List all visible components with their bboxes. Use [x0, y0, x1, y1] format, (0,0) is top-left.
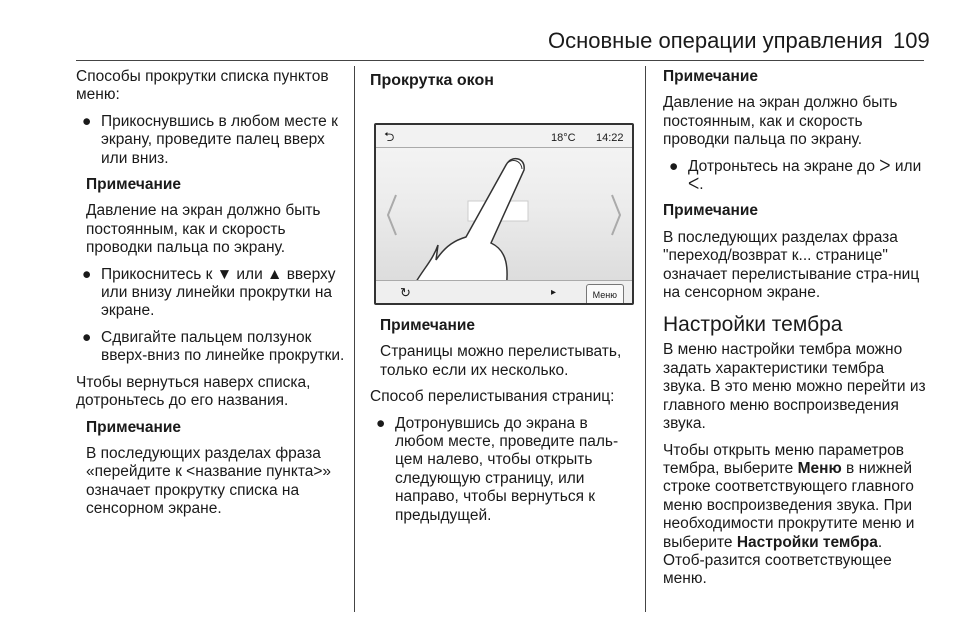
middle-column: [370, 68, 636, 533]
page-number: 109: [893, 28, 930, 53]
note-block: [663, 68, 927, 150]
note-heading: Примечание: [663, 202, 758, 220]
header-rule: [76, 60, 924, 61]
note-heading: Примечание: [86, 176, 181, 194]
menu-button[interactable]: Меню: [586, 284, 624, 305]
tone-settings-term: Настройки тембра: [736, 533, 878, 551]
paragraph: В меню настройки тембра можно задать характеристики тембра звука. В это меню можно перейти из главного меню воспроизведения звука.: [663, 341, 926, 433]
bullet-text: Прикоснувшись в любом месте к экрану, проведите палец вверх или вниз.: [101, 112, 338, 167]
paragraph: Способ перелистывания страниц:: [370, 388, 615, 406]
note-heading: Примечание: [663, 68, 758, 85]
note-text: Страницы можно перелистывать, только если их несколько.: [380, 343, 622, 379]
repeat-icon[interactable]: ↻: [400, 285, 411, 300]
note-text: В последующих разделах фраза "переход/возврат к... странице" означает перелистывание стра-ниц на сенсорном экране.: [663, 228, 920, 302]
chevron-left-icon: [388, 195, 396, 235]
bullet-text: Прикоснитесь к ▼ или ▲ вверху или внизу линейки прокрутки на экране.: [101, 265, 336, 320]
right-column: [663, 68, 927, 597]
note-text: Давление на экран должно быть постоянным, как и скорость проводки пальца по экрану.: [663, 94, 898, 149]
section-heading: Прокрутка окон: [370, 72, 494, 89]
list-item: ● Прикоснувшись в любом месте к экрану, проведите палец вверх или вниз.: [82, 112, 338, 167]
screen-bottom-bar: [376, 280, 632, 303]
note-block: [370, 317, 636, 380]
clock: 14:22: [596, 132, 624, 144]
bullet-text: Сдвигайте пальцем ползунок вверх-вниз по линейке прокрутки.: [101, 328, 345, 365]
paragraph: Чтобы вернуться наверх списка, дотроньтесь до его названия.: [76, 373, 311, 410]
left-column: [76, 68, 346, 527]
paragraph: [663, 442, 927, 589]
bullet-text: Дотронувшись до экрана в любом месте, проведите паль-цем налево, чтобы открыть следующую страницу, или направо, чтобы вернуться к предыдущей.: [395, 414, 619, 524]
column-divider-left: [354, 66, 355, 612]
note-text: Давление на экран должно быть постоянным, как и скорость проводки пальца по экрану.: [86, 202, 321, 257]
temperature: 18°C: [551, 132, 576, 144]
note-heading: Примечание: [380, 317, 475, 334]
list-item: ● Прикоснитесь к ▼ или ▲ вверху или внизу линейки прокрутки на экране.: [82, 265, 336, 320]
note-block: [76, 176, 346, 258]
list-item: ● Сдвигайте пальцем ползунок вверх-вниз по линейке прокрутки.: [82, 328, 345, 365]
page-header: [0, 0, 960, 60]
column-divider-right: [645, 66, 646, 612]
text-run: . Отоб-разится соответствующее меню.: [663, 533, 892, 588]
play-icon[interactable]: ▸: [551, 287, 557, 298]
menu-term: Меню: [797, 459, 842, 477]
section-heading: Настройки тембра: [663, 313, 843, 337]
chevron-right-icon: [612, 195, 620, 235]
page-title: Основные операции управления: [548, 28, 883, 53]
list-item: ● Дотронувшись до экрана в любом месте, проведите паль-цем налево, чтобы открыть следующую страницу, или направо, чтобы вернуться к предыдущей.: [376, 414, 619, 524]
touchscreen: [374, 123, 634, 305]
text-run: в нижней строке соответствующего главного меню воспроизведения звука. При необходимости прокрутите меню и выберите: [663, 459, 915, 551]
back-icon: ⮌: [384, 129, 395, 144]
note-heading: Примечание: [86, 418, 181, 436]
note-text: В последующих разделах фраза «перейдите к <название пункта>» означает прокрутку списка на сенсорном экране.: [86, 444, 332, 518]
screen-illustration: [370, 97, 632, 305]
screen-artwork: [376, 125, 632, 303]
intro-text: Способы прокрутки списка пунктов меню:: [76, 68, 329, 104]
bullet-text: Дотроньтесь на экране до ᐳ или ᐸ.: [688, 157, 922, 194]
list-item: ● Дотроньтесь на экране до ᐳ или ᐸ.: [669, 157, 922, 194]
text-run: Чтобы открыть меню параметров тембра, выберите: [663, 441, 904, 477]
note-block: [663, 202, 927, 302]
note-block: [76, 419, 346, 519]
